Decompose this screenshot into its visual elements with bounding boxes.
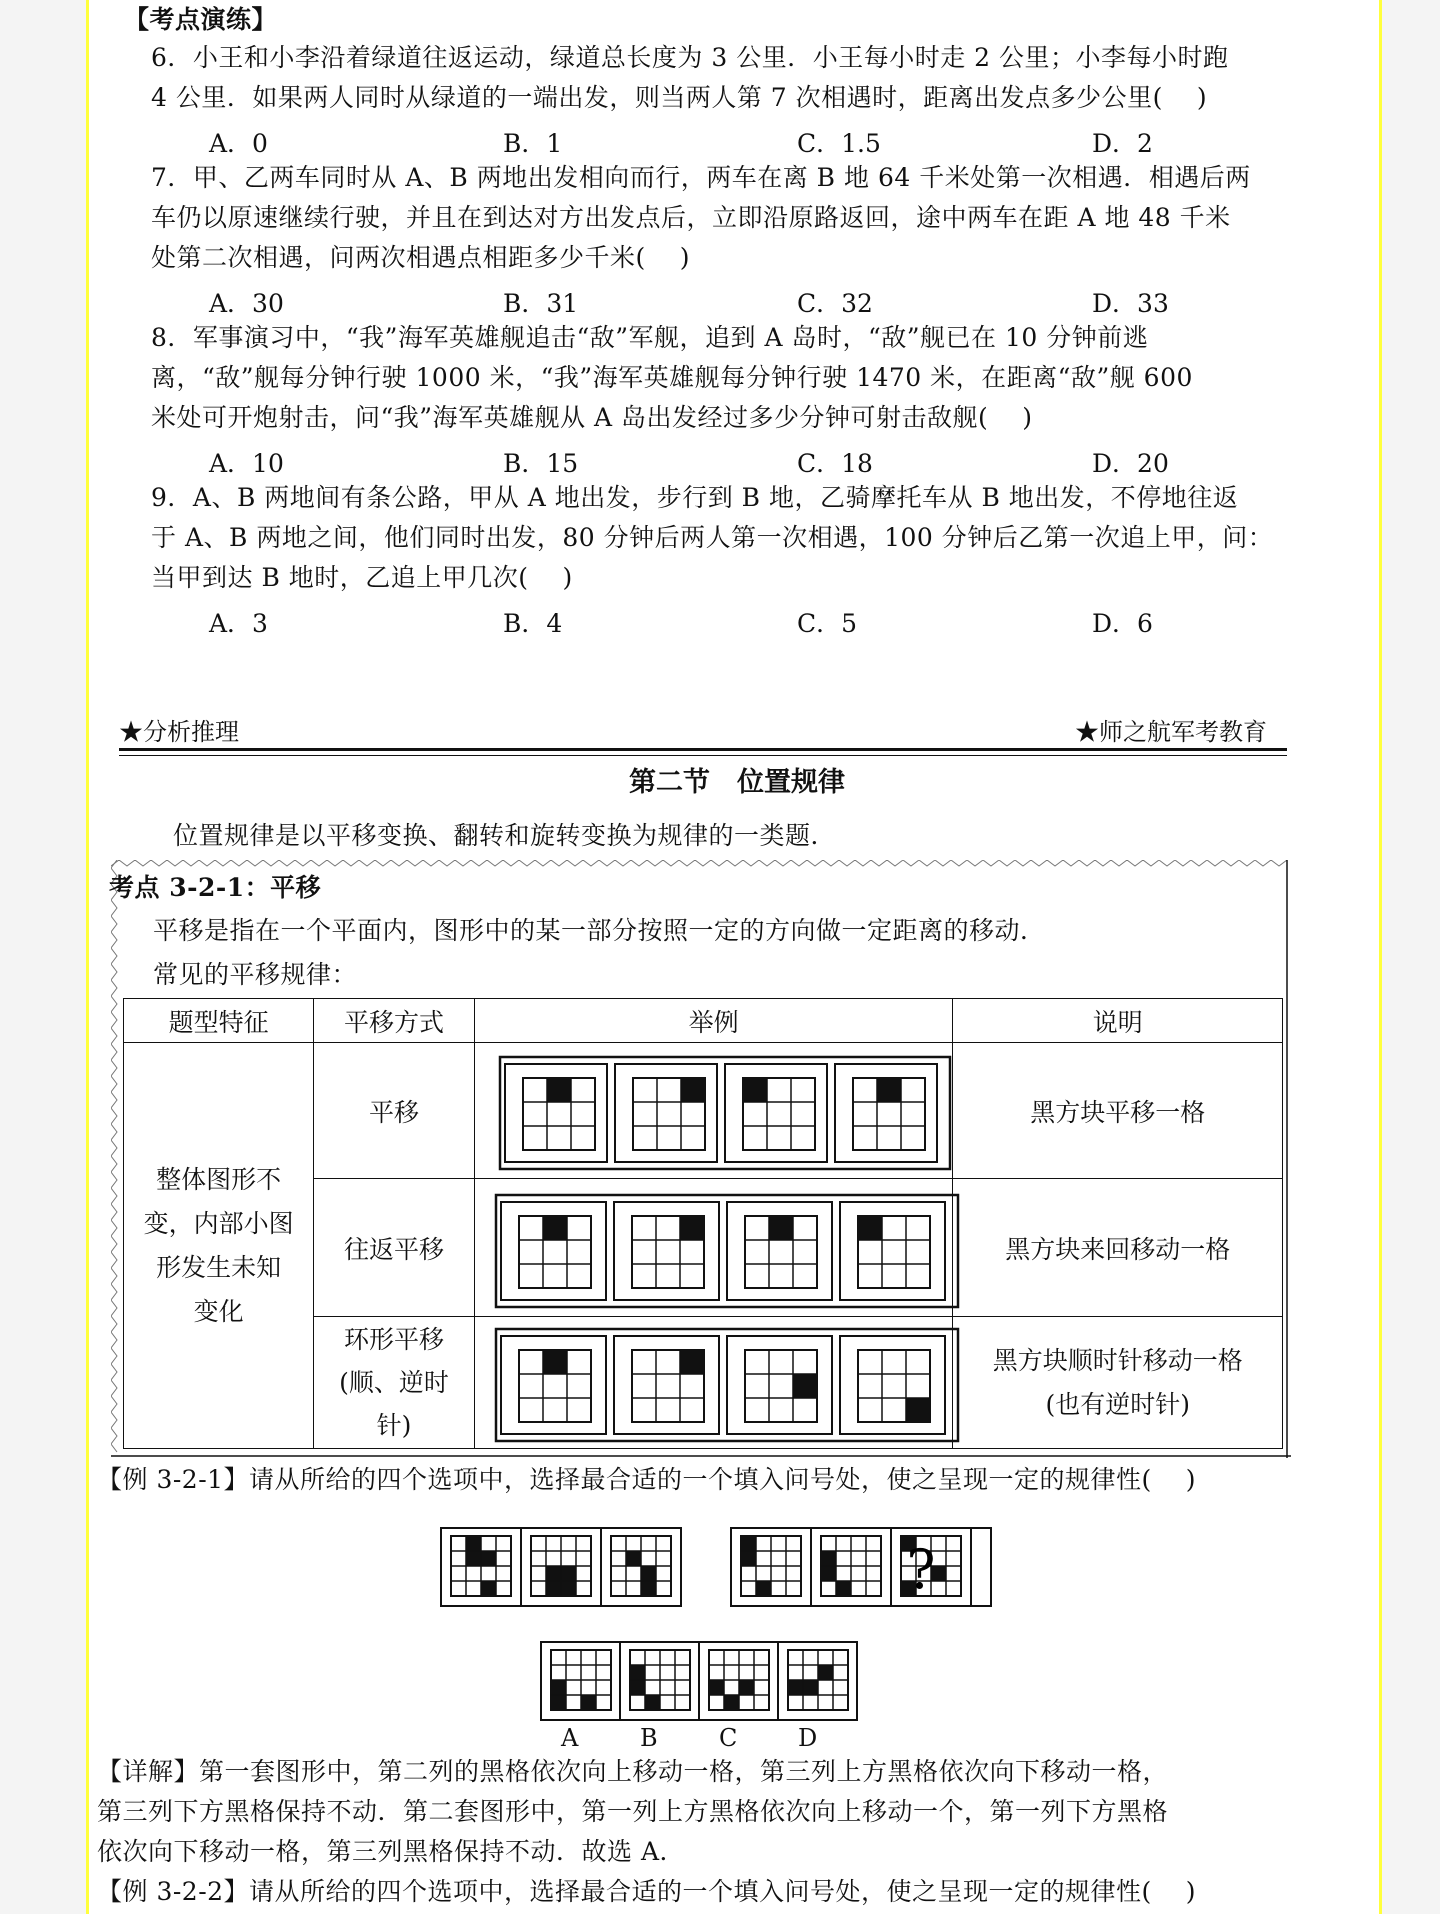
black-cell [547, 1078, 571, 1102]
table-header-mode: 平移方式 [314, 999, 474, 1043]
black-cell [546, 1566, 561, 1581]
zigzag-top [111, 860, 1287, 866]
option-label-b: B [640, 1724, 658, 1752]
point-title: 考点 3-2-1：平移 [109, 873, 322, 902]
document-page [86, 0, 1382, 1914]
option-grid [551, 1650, 611, 1710]
q8-line3: 米处可开炮射击，问“我”海军英雄舰从 A 岛出发经过多少分钟可射击敌舰( ) [151, 403, 1033, 432]
example-grid [858, 1216, 930, 1288]
black-cell [630, 1680, 645, 1695]
section-title: 第二节 位置规律 [629, 767, 845, 798]
example2-prompt: 【例 3-2-2】请从所给的四个选项中，选择最合适的一个填入问号处，使之呈现一定的规律性( ) [97, 1877, 1197, 1906]
feature-line: 形发生未知 [156, 1252, 282, 1282]
q6-option-c: C．1.5 [797, 129, 881, 158]
q7-option-c: C．32 [797, 289, 873, 318]
practice-heading: 【考点演练】 [124, 5, 278, 34]
q9-line3: 当甲到达 B 地时，乙追上甲几次( ) [151, 563, 573, 592]
point-text-definition: 平移是指在一个平面内，图形中的某一部分按照一定的方向做一定距离的移动． [153, 916, 1046, 945]
example-grid [632, 1216, 704, 1288]
q6-line1: 6．小王和小李沿着绿道往返运动，绿道总长度为 3 公里．小王每小时走 2 公里；小李每小时跑 [151, 43, 1229, 72]
mode-cell-back-forth [314, 1179, 474, 1317]
black-cell [741, 1551, 756, 1566]
black-cell [581, 1695, 596, 1710]
example-grid [745, 1216, 817, 1288]
q7-option-b: B．31 [503, 289, 579, 318]
desc-line: 黑方块平移一格 [1030, 1097, 1206, 1127]
example-grid [632, 1350, 704, 1422]
black-cell [743, 1078, 767, 1102]
black-cell [818, 1665, 833, 1680]
desc-line: 黑方块顺时针移动一格 [992, 1345, 1243, 1375]
q8-option-c: C．18 [797, 449, 873, 478]
question-grid [611, 1536, 671, 1596]
black-cell [551, 1695, 566, 1710]
black-cell [546, 1581, 561, 1596]
black-cell [906, 1398, 930, 1422]
black-cell [803, 1680, 818, 1695]
mode-line: 针) [376, 1411, 412, 1440]
table-header-note: 说明 [953, 999, 1283, 1043]
black-cell [561, 1581, 576, 1596]
example-figure-circular [493, 1326, 963, 1444]
mode-line: 往返平移 [344, 1234, 445, 1264]
mode-cell-circular [314, 1317, 474, 1449]
option-label-a: A [561, 1724, 579, 1752]
q9-line2: 于 A、B 两地之间，他们同时出发，80 分钟后两人第一次相遇，100 分钟后乙第一次追上甲，问： [151, 523, 1274, 552]
black-cell [821, 1551, 836, 1566]
question-grid [451, 1536, 511, 1596]
feature-cell [124, 1043, 314, 1449]
option-grid [788, 1650, 848, 1710]
mode-cell-translate [314, 1043, 474, 1179]
table-header-feature: 题型特征 [124, 999, 314, 1043]
q9-option-a: A．3 [209, 609, 268, 638]
q7-line1: 7．甲、乙两车同时从 A、B 两地出发相向而行，两车在离 B 地 64 千米处第一次相遇．相遇后两 [151, 163, 1251, 192]
black-cell [466, 1551, 481, 1566]
point-text-common: 常见的平移规律： [153, 960, 358, 989]
black-cell [877, 1078, 901, 1102]
q7-option-d: D．33 [1092, 289, 1169, 318]
black-cell [858, 1216, 882, 1240]
desc-cell-translate [953, 1043, 1283, 1179]
analysis-line3: 依次向下移动一格，第三列黑格保持不动．故选 A． [97, 1837, 686, 1866]
example-grid [519, 1216, 591, 1288]
desc-cell-circular [953, 1317, 1283, 1449]
example-grid [523, 1078, 595, 1150]
mode-line: 平移 [369, 1097, 420, 1127]
q8-option-b: B．15 [503, 449, 579, 478]
section-intro: 位置规律是以平移变换、翻转和旋转变换为规律的一类题． [173, 821, 837, 850]
example-grid [743, 1078, 815, 1150]
black-cell [836, 1581, 851, 1596]
black-cell [788, 1680, 803, 1695]
question-mark: ? [906, 1538, 936, 1601]
q7-line2: 车仍以原速继续行驶，并且在到达对方出发点后，立即沿原路返回，途中两车在距 A 地 48 千米 [151, 203, 1231, 232]
black-cell [739, 1680, 754, 1695]
black-cell [481, 1581, 496, 1596]
example1-prompt: 【例 3-2-1】请从所给的四个选项中，选择最合适的一个填入问号处，使之呈现一定的规律性( ) [97, 1465, 1197, 1494]
question-grid [531, 1536, 591, 1596]
example-grid [519, 1350, 591, 1422]
q8-option-a: A．10 [209, 449, 284, 478]
q6-option-b: B．1 [503, 129, 563, 158]
q9-option-c: C．5 [797, 609, 858, 638]
desc-line: 黑方块来回移动一格 [1005, 1234, 1231, 1264]
black-cell [561, 1566, 576, 1581]
black-cell [641, 1581, 656, 1596]
example1-options-figure [539, 1640, 859, 1724]
q9-option-d: D．6 [1092, 609, 1153, 638]
black-cell [543, 1216, 567, 1240]
mode-line: 环形平移 [344, 1325, 445, 1354]
black-cell [626, 1551, 641, 1566]
q6-option-a: A．0 [209, 129, 268, 158]
question-grid [741, 1536, 801, 1596]
black-cell [681, 1078, 705, 1102]
black-cell [543, 1350, 567, 1374]
question-grid [821, 1536, 881, 1596]
q8-option-d: D．20 [1092, 449, 1169, 478]
black-cell [630, 1665, 645, 1680]
black-cell [481, 1551, 496, 1566]
example-grid [745, 1350, 817, 1422]
q6-line2: 4 公里．如果两人同时从绿道的一端出发，则当两人第 7 次相遇时，距离出发点多少公里( ) [151, 83, 1208, 112]
q9-line1: 9．A、B 两地间有条公路，甲从 A 地出发，步行到 B 地，乙骑摩托车从 B 地出发，不停地往返 [151, 483, 1239, 512]
example-figure-translate [497, 1054, 957, 1172]
option-grid [630, 1650, 690, 1710]
header-rule-thin [119, 755, 1287, 756]
option-label-c: C [719, 1724, 738, 1752]
q6-option-d: D．2 [1092, 129, 1153, 158]
black-cell [709, 1680, 724, 1695]
header-right: ★师之航军考教育 [1075, 718, 1267, 746]
header-left: ★分析推理 [119, 718, 239, 746]
option-grid [709, 1650, 769, 1710]
black-cell [724, 1695, 739, 1710]
example-figure-back-forth [493, 1192, 963, 1310]
example-grid [633, 1078, 705, 1150]
header-rule-thick [119, 748, 1287, 751]
table-header-example: 举例 [474, 999, 953, 1043]
example-grid [853, 1078, 925, 1150]
black-cell [641, 1566, 656, 1581]
desc-line: (也有逆时针) [1045, 1389, 1190, 1419]
feature-line: 变化 [193, 1296, 244, 1326]
black-cell [551, 1680, 566, 1695]
black-cell [645, 1695, 660, 1710]
feature-line: 变，内部小图 [143, 1208, 294, 1238]
black-cell [680, 1350, 704, 1374]
black-cell [821, 1566, 836, 1581]
black-cell [756, 1581, 771, 1596]
q9-option-b: B．4 [503, 609, 563, 638]
q7-option-a: A．30 [209, 289, 284, 318]
question-cell-frame [971, 1528, 991, 1606]
black-cell [769, 1216, 793, 1240]
black-cell [741, 1536, 756, 1551]
example1-question-figure [439, 1526, 999, 1610]
q7-line3: 处第二次相遇，问两次相遇点相距多少千米( ) [151, 243, 690, 272]
q8-line2: 离，“敌”舰每分钟行驶 1000 米，“我”海军英雄舰每分钟行驶 1470 米，在距离“敌”舰 600 [151, 363, 1193, 392]
desc-cell-back-forth [953, 1179, 1283, 1317]
feature-line: 整体图形不 [156, 1164, 282, 1194]
zigzag-left [111, 860, 117, 1452]
black-cell [793, 1374, 817, 1398]
q8-line1: 8．军事演习中，“我”海军英雄舰追击“敌”军舰，追到 A 岛时，“敌”舰已在 10 分钟前逃 [151, 323, 1149, 352]
black-cell [680, 1216, 704, 1240]
option-label-d: D [798, 1724, 818, 1752]
analysis-line1: 【详解】第一套图形中，第二列的黑格依次向上移动一格，第三列上方黑格依次向下移动一格， [97, 1757, 1169, 1786]
mode-line: (顺、逆时 [339, 1368, 449, 1397]
example-grid [858, 1350, 930, 1422]
analysis-line2: 第三列下方黑格保持不动．第二套图形中，第一列上方黑格依次向上移动一个，第一列下方黑格 [97, 1797, 1169, 1826]
black-cell [466, 1536, 481, 1551]
